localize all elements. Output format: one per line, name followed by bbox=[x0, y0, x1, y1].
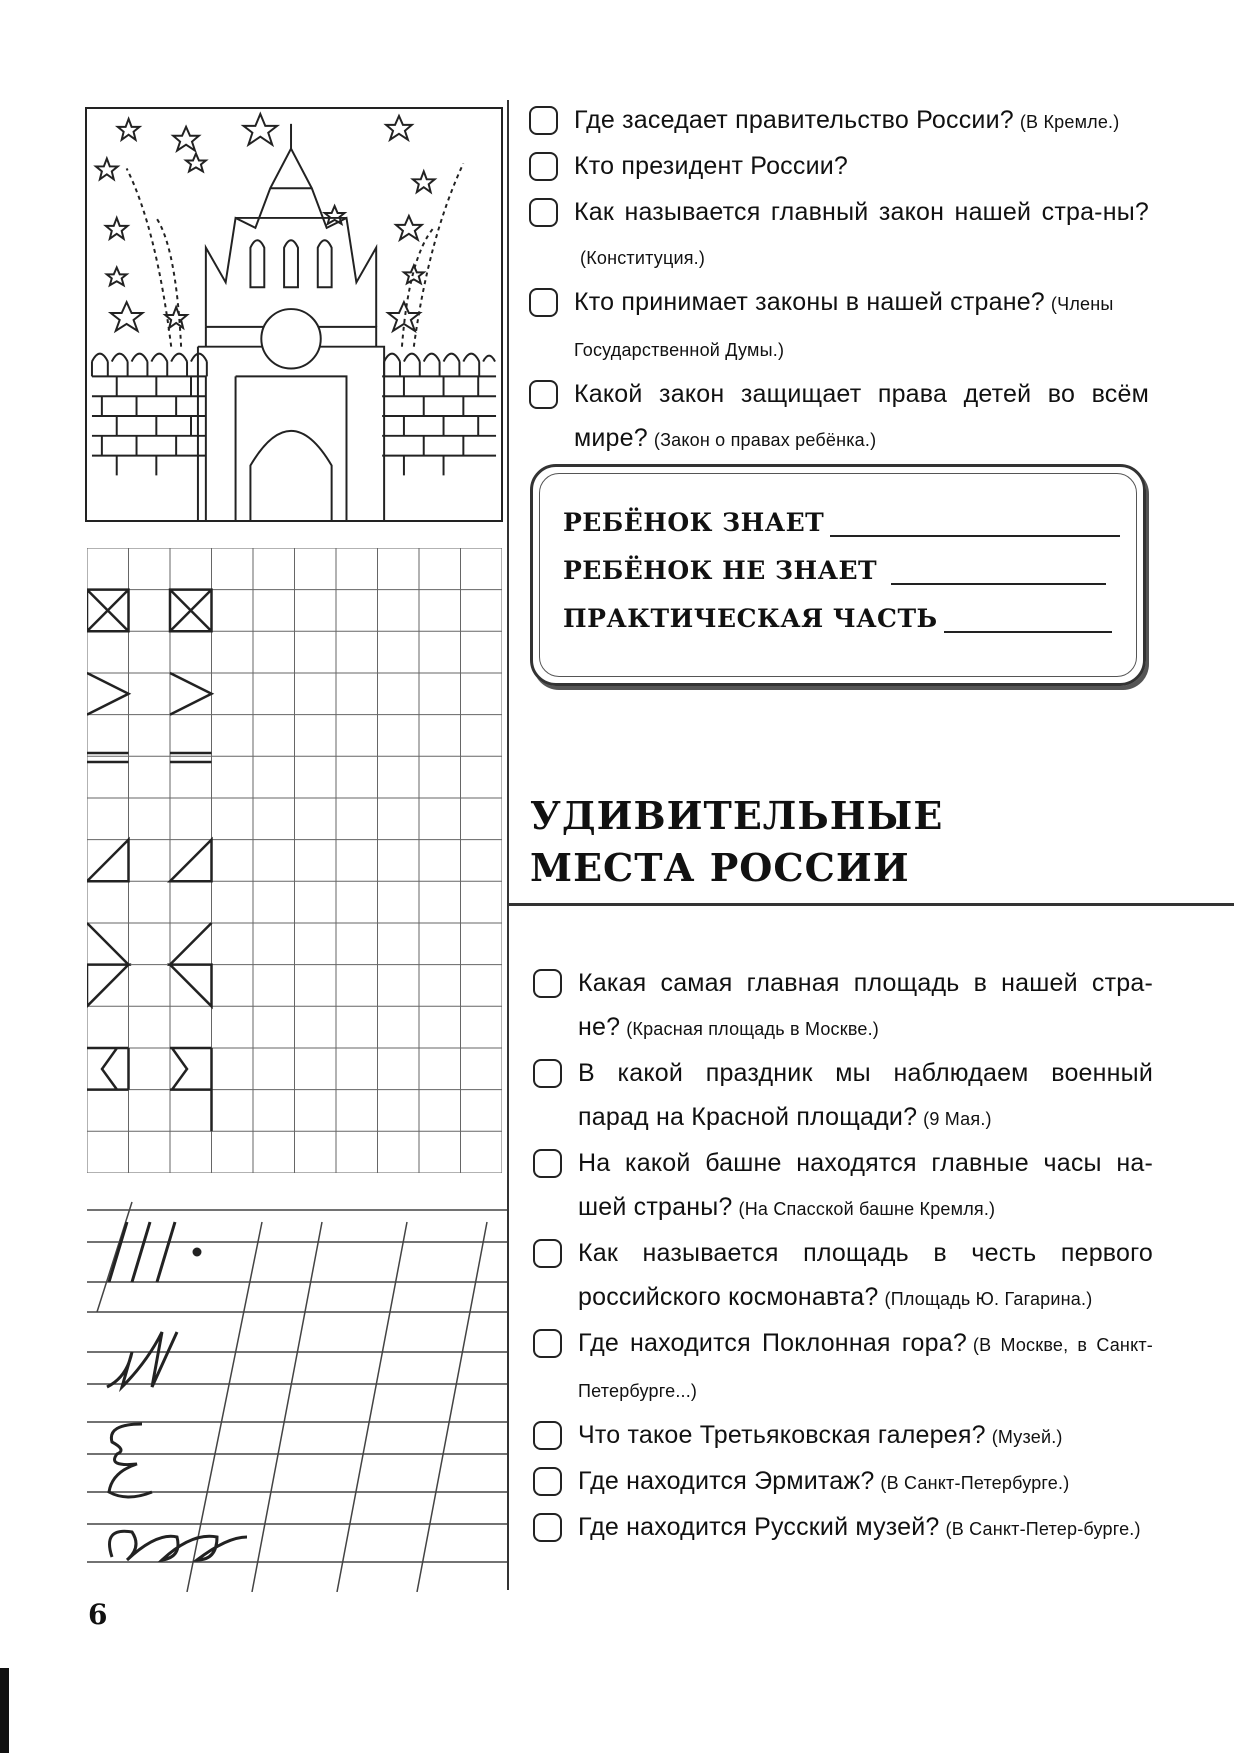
checkbox-icon[interactable] bbox=[533, 1239, 562, 1268]
answer-text: (В Санкт-Петербурге.) bbox=[880, 1473, 1070, 1493]
eval-line-practical[interactable] bbox=[944, 603, 1112, 633]
page-number: 6 bbox=[88, 1598, 108, 1631]
kremlin-tower-icon bbox=[87, 109, 501, 520]
list-item bbox=[533, 1231, 1153, 1321]
questions-bottom-list bbox=[533, 961, 1153, 1551]
question-text: Кто принимает законы в нашей стране? bbox=[574, 288, 1045, 316]
pattern-grid bbox=[87, 548, 502, 1173]
eval-label-not-knows: РЕБЁНОК НЕ ЗНАЕТ bbox=[563, 556, 878, 585]
answer-text: (Красная площадь в Москве.) bbox=[626, 1019, 879, 1039]
answer-text: (На Спасской башне Кремля.) bbox=[738, 1199, 996, 1219]
list-item bbox=[533, 1051, 1153, 1141]
list-item bbox=[533, 1505, 1153, 1551]
eval-row-practical bbox=[563, 603, 1112, 633]
checkbox-icon[interactable] bbox=[529, 198, 558, 227]
checkbox-icon[interactable] bbox=[533, 1467, 562, 1496]
evaluation-box bbox=[530, 464, 1146, 686]
questions-top-list bbox=[529, 98, 1149, 462]
kremlin-illustration bbox=[85, 107, 503, 522]
list-item bbox=[533, 1321, 1153, 1413]
checkbox-icon[interactable] bbox=[529, 106, 558, 135]
eval-label-practical: ПРАКТИЧЕСКАЯ ЧАСТЬ bbox=[563, 604, 938, 633]
section-title-line2: МЕСТА РОССИИ bbox=[530, 845, 910, 890]
list-item bbox=[529, 98, 1149, 144]
answer-text: (Музей.) bbox=[991, 1427, 1063, 1447]
answer-text: (Конституция.) bbox=[580, 248, 706, 268]
answer-text: (В Санкт-Петер-бурге.) bbox=[945, 1519, 1141, 1539]
eval-label-knows: РЕБЁНОК ЗНАЕТ bbox=[563, 508, 825, 537]
answer-text: (В Москве, в Санкт-Петербурге...) bbox=[578, 1335, 1153, 1401]
question-text: Какая самая главная площадь в нашей стра-не? bbox=[578, 969, 1153, 1041]
list-item bbox=[533, 1141, 1153, 1231]
eval-line-knows[interactable] bbox=[830, 507, 1120, 537]
checkbox-icon[interactable] bbox=[533, 1513, 562, 1542]
checkbox-icon[interactable] bbox=[529, 152, 558, 181]
question-text: Как называется площадь в честь первого российского космонавта? bbox=[578, 1239, 1153, 1311]
question-text: В какой праздник мы наблюдаем военный парад на Красной площади? bbox=[578, 1059, 1153, 1131]
answer-text: (Закон о правах ребёнка.) bbox=[653, 430, 877, 450]
eval-line-not-knows[interactable] bbox=[891, 555, 1106, 585]
eval-row-knows bbox=[563, 507, 1120, 537]
column-divider bbox=[507, 100, 509, 1590]
section-title bbox=[530, 790, 943, 894]
answer-text: (Члены Государственной Думы.) bbox=[574, 294, 1114, 360]
answer-text: (Площадь Ю. Гагарина.) bbox=[884, 1289, 1093, 1309]
section-title-line1: УДИВИТЕЛЬНЫЕ bbox=[530, 793, 944, 838]
checkbox-icon[interactable] bbox=[529, 288, 558, 317]
eval-row-not-knows bbox=[563, 555, 1106, 585]
checkbox-icon[interactable] bbox=[533, 1059, 562, 1088]
list-item bbox=[533, 961, 1153, 1051]
question-text: Где заседает правительство России? bbox=[574, 106, 1014, 134]
scan-edge-mark bbox=[0, 1668, 9, 1753]
handwriting-practice bbox=[87, 1192, 507, 1592]
answer-text: (В Кремле.) bbox=[1019, 112, 1120, 132]
list-item bbox=[529, 144, 1149, 190]
list-item bbox=[529, 280, 1149, 372]
checkbox-icon[interactable] bbox=[533, 1149, 562, 1178]
question-text: Как называется главный закон нашей стра-ны? bbox=[574, 198, 1149, 226]
question-text: Что такое Третьяковская галерея? bbox=[578, 1421, 986, 1449]
question-text: Где находится Эрмитаж? bbox=[578, 1467, 875, 1495]
checkbox-icon[interactable] bbox=[533, 1421, 562, 1450]
question-text: Какой закон защищает права детей во всём мире? bbox=[574, 380, 1149, 452]
checkbox-icon[interactable] bbox=[533, 1329, 562, 1358]
question-text: Где находится Поклонная гора? bbox=[578, 1329, 967, 1357]
question-text: На какой башне находятся главные часы на-шей страны? bbox=[578, 1149, 1153, 1221]
question-text: Где находится Русский музей? bbox=[578, 1513, 940, 1541]
checkbox-icon[interactable] bbox=[533, 969, 562, 998]
section-divider bbox=[509, 903, 1234, 906]
list-item bbox=[533, 1459, 1153, 1505]
list-item bbox=[529, 372, 1149, 462]
grid-icon bbox=[87, 548, 502, 1173]
list-item bbox=[533, 1413, 1153, 1459]
question-text: Кто президент России? bbox=[574, 152, 849, 180]
list-item bbox=[529, 190, 1149, 280]
checkbox-icon[interactable] bbox=[529, 380, 558, 409]
answer-text: (9 Мая.) bbox=[923, 1109, 992, 1129]
handwriting-lines-icon bbox=[87, 1192, 507, 1592]
